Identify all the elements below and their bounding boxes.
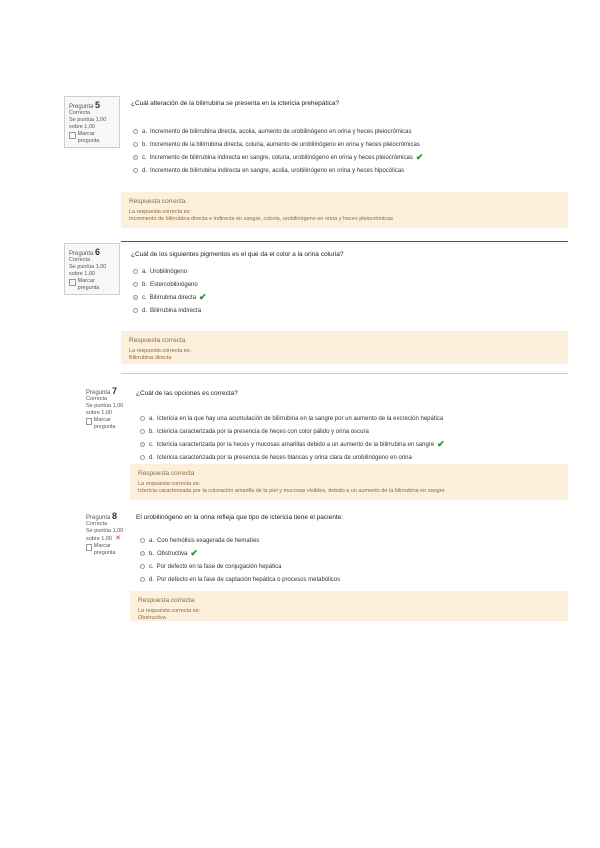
answer-option[interactable]: b. Obstructiva ✔ (140, 547, 340, 560)
feedback-line: Ictericia caracterizada por la coloración amarilla de la piel y mucosas visibles, debido a un aumento de la bilirrubina en sangre (138, 488, 445, 494)
flag-question-link[interactable]: Marcar pregunta (69, 278, 115, 292)
radio-button[interactable] (133, 155, 138, 160)
question-status: Correcta (69, 257, 91, 263)
feedback-title: Respuesta correcta (129, 337, 186, 344)
divider (121, 241, 568, 242)
answer-option[interactable]: b. Ictericia caracterizada por la presencia de heces con color pálido y orina oscura (140, 425, 445, 438)
radio-button[interactable] (140, 455, 145, 460)
feedback-title: Respuesta correcta (138, 597, 195, 604)
flag-icon (86, 418, 92, 425)
answer-option[interactable]: a. Ictericia en la que hay una acumulación de bilirrubina en la sangre por un aumento de la excreción hepática (140, 412, 445, 425)
checkmark-icon: ✔ (415, 152, 424, 162)
feedback-box (130, 464, 568, 500)
question-number: Pregunta 6 (69, 247, 101, 257)
answer-option[interactable]: d. Por defecto en la fase de captación hepática o procesos metabólicos (140, 573, 340, 586)
question-number: Pregunta 5 (69, 100, 101, 110)
question-status: Correcta (86, 521, 108, 527)
answer-list (140, 534, 340, 586)
checkmark-icon: ✔ (437, 439, 445, 449)
question-info (82, 383, 128, 430)
radio-button[interactable] (140, 564, 145, 569)
question-status: Correcta (69, 110, 91, 116)
feedback-line: La respuesta correcta es: (138, 481, 201, 487)
answer-option[interactable]: a. Urobilinógeno (133, 265, 207, 278)
question-text: ¿Cuál de los siguientes pigmentos es el que da el color a la orina coluria? (131, 251, 344, 258)
feedback-box (121, 192, 568, 228)
answer-option[interactable]: a. Con hemólisis exagerada de hematíes (140, 534, 340, 547)
checkmark-icon: ✔ (199, 292, 207, 302)
answer-option[interactable]: c. Bilirrubina directa ✔ (133, 291, 207, 304)
feedback-line: La respuesta correcta es: (138, 608, 201, 614)
flag-question-link[interactable]: Marcar pregunta (86, 543, 124, 557)
answer-option[interactable]: c. Por defecto en la fase de conjugación hepática (140, 560, 340, 573)
answer-option[interactable]: d. Bilirrubina indirecta (133, 304, 207, 317)
radio-button[interactable] (140, 551, 145, 556)
flag-question-link[interactable]: Marcar pregunta (86, 417, 124, 431)
question-text: ¿Cuál de las opciones es correcta? (136, 390, 238, 397)
question-info (64, 96, 120, 148)
flag-icon (69, 279, 76, 286)
radio-button[interactable] (133, 269, 138, 274)
feedback-line: La respuesta correcta es: (129, 348, 192, 354)
radio-button[interactable] (140, 429, 145, 434)
question-text: ¿Cuál alteración de la bilirrubina se presenta en la ictericia prehepática? (131, 100, 340, 107)
answer-option[interactable]: c. Incremento de bilirrubina indirecta en sangre, coluria, urobilinógeno en orina y heces pleiocrómicas ✔ (133, 151, 423, 164)
radio-button[interactable] (140, 442, 145, 447)
answer-list (133, 125, 423, 177)
radio-button[interactable] (140, 538, 145, 543)
question-info (64, 243, 120, 295)
question-number: Pregunta 7 (86, 386, 118, 396)
question-text: El urobilinógeno en la orina refleja que tipo de ictericia tiene el paciente: (136, 514, 344, 521)
answer-option[interactable]: b. Incremento de la bilirrubina directa, coluria, aumento de urobilinógeno en orina y heces pleiocrómicas (133, 138, 423, 151)
radio-button[interactable] (133, 295, 138, 300)
flag-icon (69, 132, 76, 139)
question-score: Se puntúa 1,00 sobre 1,00 ✕ (86, 528, 124, 542)
remove-flag-icon[interactable]: ✕ (115, 535, 121, 542)
radio-button[interactable] (133, 142, 138, 147)
radio-button[interactable] (140, 416, 145, 421)
answer-option[interactable]: d. Ictericia caracterizada por la presencia de heces blancas y orina clara de urobilinógeno en orina (140, 451, 445, 464)
answer-list (140, 412, 445, 464)
question-info (82, 508, 128, 556)
flag-question-link[interactable]: Marcar pregunta (69, 131, 115, 145)
divider (121, 373, 568, 374)
answer-option[interactable]: d. Incremento de bilirrubina indirecta en sangre, acolia, urobilinógeno en orina y heces hipocólicas (133, 164, 423, 177)
feedback-box (130, 591, 568, 621)
answer-option[interactable]: c. Ictericia caracterizada por la heces y mucosas amarillas debido a un aumento de la bilirrubina en sangre ✔ (140, 438, 445, 451)
feedback-line: Obstructiva (138, 615, 166, 621)
answer-option[interactable]: a. Incremento de bilirrubina directa, acolia, aumento de urobilinógeno en orina y heces pleiocrómicas (133, 125, 423, 138)
feedback-title: Respuesta correcta (129, 198, 186, 205)
flag-icon (86, 544, 92, 551)
feedback-box (121, 331, 568, 364)
question-status: Correcta (86, 396, 108, 402)
checkmark-icon: ✔ (190, 548, 198, 558)
radio-button[interactable] (133, 129, 138, 134)
feedback-line: Incremento de bilirrubina directa e indirecta en sangre, coluria, urobilinógeno en orina y heces pleiocrómicas (129, 216, 393, 222)
question-number: Pregunta 8 (86, 511, 118, 521)
radio-button[interactable] (133, 168, 138, 173)
feedback-line: Bilirrubina directa (129, 355, 172, 361)
radio-button[interactable] (133, 282, 138, 287)
question-score: Se puntúa 1,00 sobre 1,00 (86, 403, 124, 416)
feedback-line: La respuesta correcta es: (129, 209, 192, 215)
feedback-title: Respuesta correcta (138, 470, 195, 477)
question-score: Se puntúa 1,00 sobre 1,00 (69, 264, 107, 277)
answer-option[interactable]: b. Estercobilinógeno (133, 278, 207, 291)
radio-button[interactable] (133, 308, 138, 313)
radio-button[interactable] (140, 577, 145, 582)
question-score: Se puntúa 1,00 sobre 1,00 (69, 117, 107, 130)
answer-list (133, 265, 207, 317)
